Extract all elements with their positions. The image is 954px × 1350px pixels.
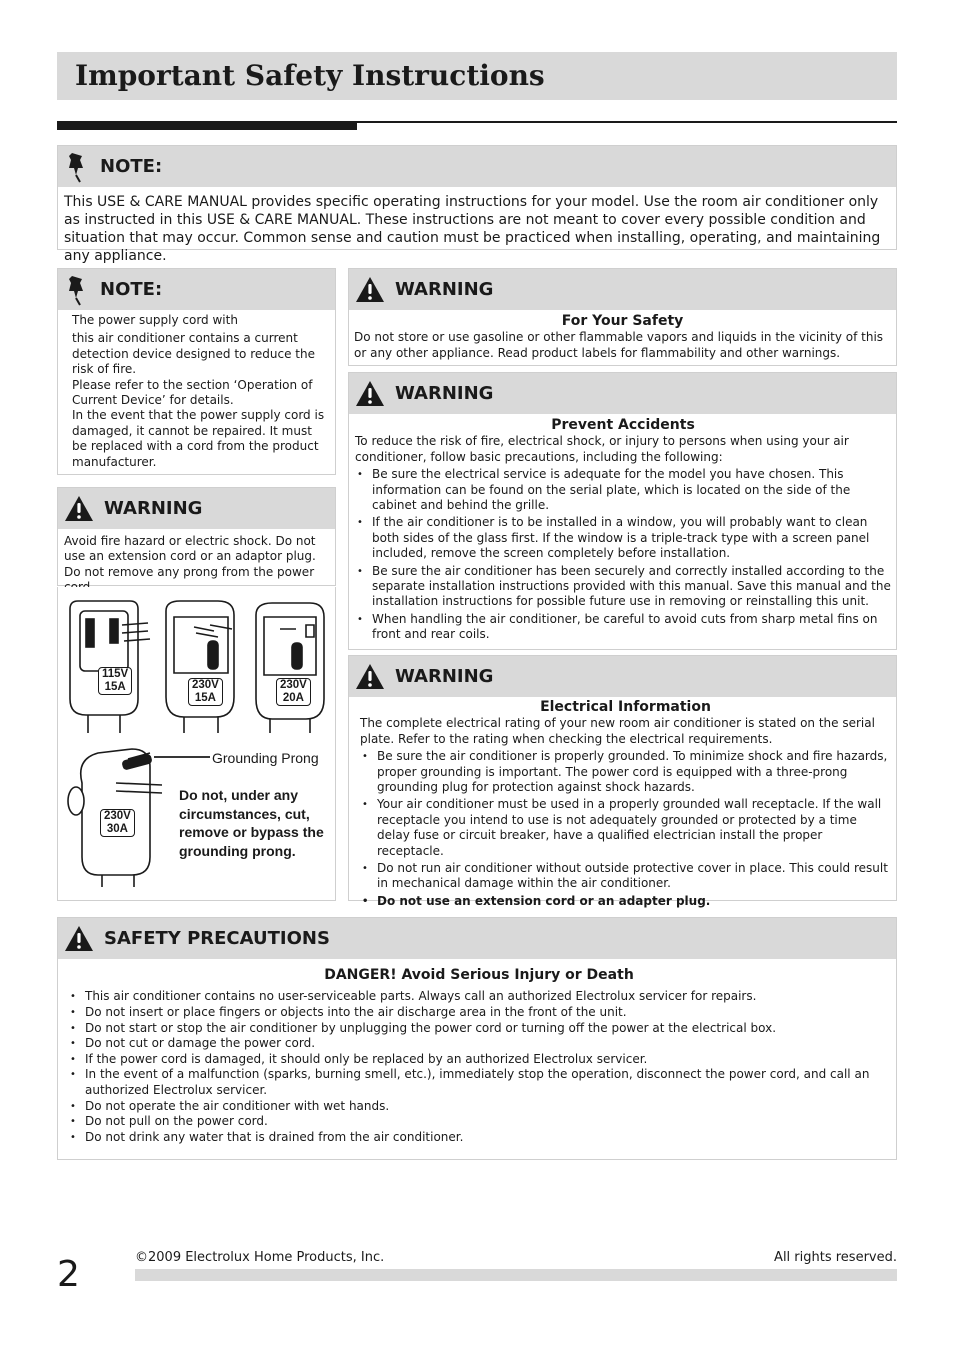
safety-body (58, 959, 896, 1149)
list-item: • Do not use an extension cord or an adapter plug. (360, 894, 891, 909)
warning-title: WARNING (104, 498, 203, 519)
footer-copyright: ©2009 Electrolux Home Products, Inc. (135, 1250, 385, 1265)
warning-title: WARNING (395, 383, 494, 404)
warning-subtitle: Prevent Accidents (551, 417, 695, 433)
list-item: • Do not insert or place fingers or objects into the air discharge area in the front of the unit. (68, 1005, 890, 1021)
safety-header (58, 918, 896, 959)
warning-body (349, 310, 896, 365)
warning-header (349, 269, 896, 310)
warning-header (58, 488, 335, 529)
page-number: 2 (57, 1254, 80, 1295)
pushpin-icon (64, 274, 92, 306)
note-box-left (57, 268, 336, 475)
warning-title: WARNING (395, 279, 494, 300)
warning-intro: To reduce the risk of fire, electrical shock, or injury to persons when using your air conditioner, follow basic precautions, including the following: (355, 434, 849, 464)
warning-triangle-icon (64, 495, 94, 522)
note-paragraph: Please refer to the section ‘Operation of Current Device’ for details. (72, 377, 313, 408)
list-item: • If the air conditioner is to be installed in a window, you will probably want to clean both sides of the glass first. If the window is a triple-track type with a screen panel included, remove the screen completely before installation. (355, 515, 891, 561)
warning-body (349, 414, 896, 647)
warning-body (349, 697, 896, 913)
list-item: • Your air conditioner must be used in a properly grounded wall receptacle. If the wall receptacle you intend to use is not adequately grounded or protected by a time delay fuse or circuit breaker, have a qualified electrician install the proper receptacle. (360, 797, 891, 859)
note-body: This USE & CARE MANUAL provides specific operating instructions for your model. Use the room air conditioner only as instructed in this USE & CARE MANUAL. These instructions are not meant to cover every possible condition and situation that may occur. Common sense and caution must be practiced when installing, operating, and maintaining any appliance. (64, 194, 881, 264)
warning-triangle-icon (64, 925, 94, 952)
pushpin-icon (64, 151, 92, 183)
list-item: • Do not operate the air conditioner with wet hands. (68, 1099, 890, 1115)
note-line: The power supply cord with (72, 313, 238, 327)
grounding-caution: Do not, under any circumstances, cut, remove or bypass the grounding prong. (179, 787, 324, 859)
list-item: • Be sure the air conditioner has been securely and correctly installed according to the separate installation instructions provided with this manual. Save this manual and the installation instructions for possible future use in removing or reinstalling this unit. (355, 564, 891, 610)
list-item: • Do not pull on the power cord. (68, 1114, 890, 1130)
accident-list (355, 467, 891, 642)
plug-230v-15a-icon (166, 601, 234, 733)
warning-text: Do not store or use gasoline or other flammable vapors and liquids in the vicinity of this or any other appliance. Read product labels for flammability and other warnings. (354, 330, 884, 360)
warning-header (349, 656, 896, 697)
header-rule-thin (357, 121, 897, 123)
note-paragraph: In the event that the power supply cord is damaged, it cannot be repaired. It must be replaced with a cord from the product manufacturer. (72, 408, 325, 469)
plug-230v-20a-icon (256, 603, 324, 733)
grounding-prong-label: Grounding Prong (212, 750, 319, 766)
warning-triangle-icon (355, 663, 385, 690)
list-item: • When handling the air conditioner, be careful to avoid cuts from sharp metal fins on front and rear coils. (355, 612, 891, 643)
warning-intro: The complete electrical rating of your new room air conditioner is stated on the serial plate. Refer to the rating when checking the electrical requirements. (360, 716, 875, 746)
plug-label-1: 115V 15A (98, 667, 132, 695)
safety-list (68, 989, 890, 1145)
plug-label-3: 230V 20A (276, 678, 311, 706)
electrical-list (360, 749, 891, 909)
note-title: NOTE: (100, 156, 163, 177)
plug-illustration-panel (57, 587, 336, 901)
list-item: • This air conditioner contains no user-serviceable parts. Always call an authorized Electrolux servicer for repairs. (68, 989, 890, 1005)
safety-precautions-box (57, 917, 897, 1160)
list-item: • Do not run air conditioner without outside protective cover in place. This could result in mechanical damage within the air conditioner. (360, 861, 891, 892)
note-box-top (57, 145, 897, 264)
list-item: • Be sure the air conditioner is properly grounded. To minimize shock and fire hazards, proper grounding is important. The power cord is equipped with a three-prong grounding plug for protection against shock hazards. (360, 749, 891, 795)
list-item: • Do not start or stop the air conditioner by unplugging the power cord or turning off the power at the electrical box. (68, 1021, 890, 1037)
note-body (58, 310, 335, 474)
warning-box-left (57, 487, 336, 586)
warning-triangle-icon (355, 380, 385, 407)
warning-subtitle: Electrical Information (540, 699, 711, 715)
plug-label-2: 230V 15A (188, 678, 223, 706)
list-item: • Do not cut or damage the power cord. (68, 1036, 890, 1052)
page-title: Important Safety Instructions (75, 59, 545, 92)
warning-title: WARNING (395, 666, 494, 687)
warning-box-accidents (348, 372, 897, 650)
note-header (58, 269, 335, 310)
list-item: • Be sure the electrical service is adequate for the model you have chosen. This information can be found on the serial plate, which is located on the side of the cabinet and behind the grille. (355, 467, 891, 513)
plug-label-4: 230V 30A (100, 809, 135, 837)
list-item: • Do not drink any water that is drained from the air conditioner. (68, 1130, 890, 1146)
note-header (58, 146, 896, 187)
warning-triangle-icon (355, 276, 385, 303)
note-paragraph: this air conditioner contains a current detection device designed to reduce the risk of fire. (72, 331, 315, 377)
warning-header (349, 373, 896, 414)
footer-bar (135, 1269, 897, 1281)
list-item: • In the event of a malfunction (sparks, burning smell, etc.), immediately stop the operation, disconnect the power cord, and call an authorized Electrolux servicer. (68, 1067, 890, 1098)
note-title: NOTE: (100, 279, 163, 300)
footer-rights: All rights reserved. (774, 1250, 897, 1265)
warning-subtitle: For Your Safety (561, 313, 684, 329)
safety-title: SAFETY PRECAUTIONS (104, 928, 330, 949)
list-item: • If the power cord is damaged, it should only be replaced by an authorized Electrolux servicer. (68, 1052, 890, 1068)
header-rule-thick (57, 121, 357, 130)
warning-box-safety (348, 268, 897, 366)
danger-subtitle: DANGER! Avoid Serious Injury or Death (324, 967, 634, 983)
warning-body: Avoid fire hazard or electric shock. Do not use an extension cord or an adaptor plug. Do not remove any prong from the power (64, 534, 316, 579)
warning-box-electrical (348, 655, 897, 908)
page-header (57, 52, 897, 100)
